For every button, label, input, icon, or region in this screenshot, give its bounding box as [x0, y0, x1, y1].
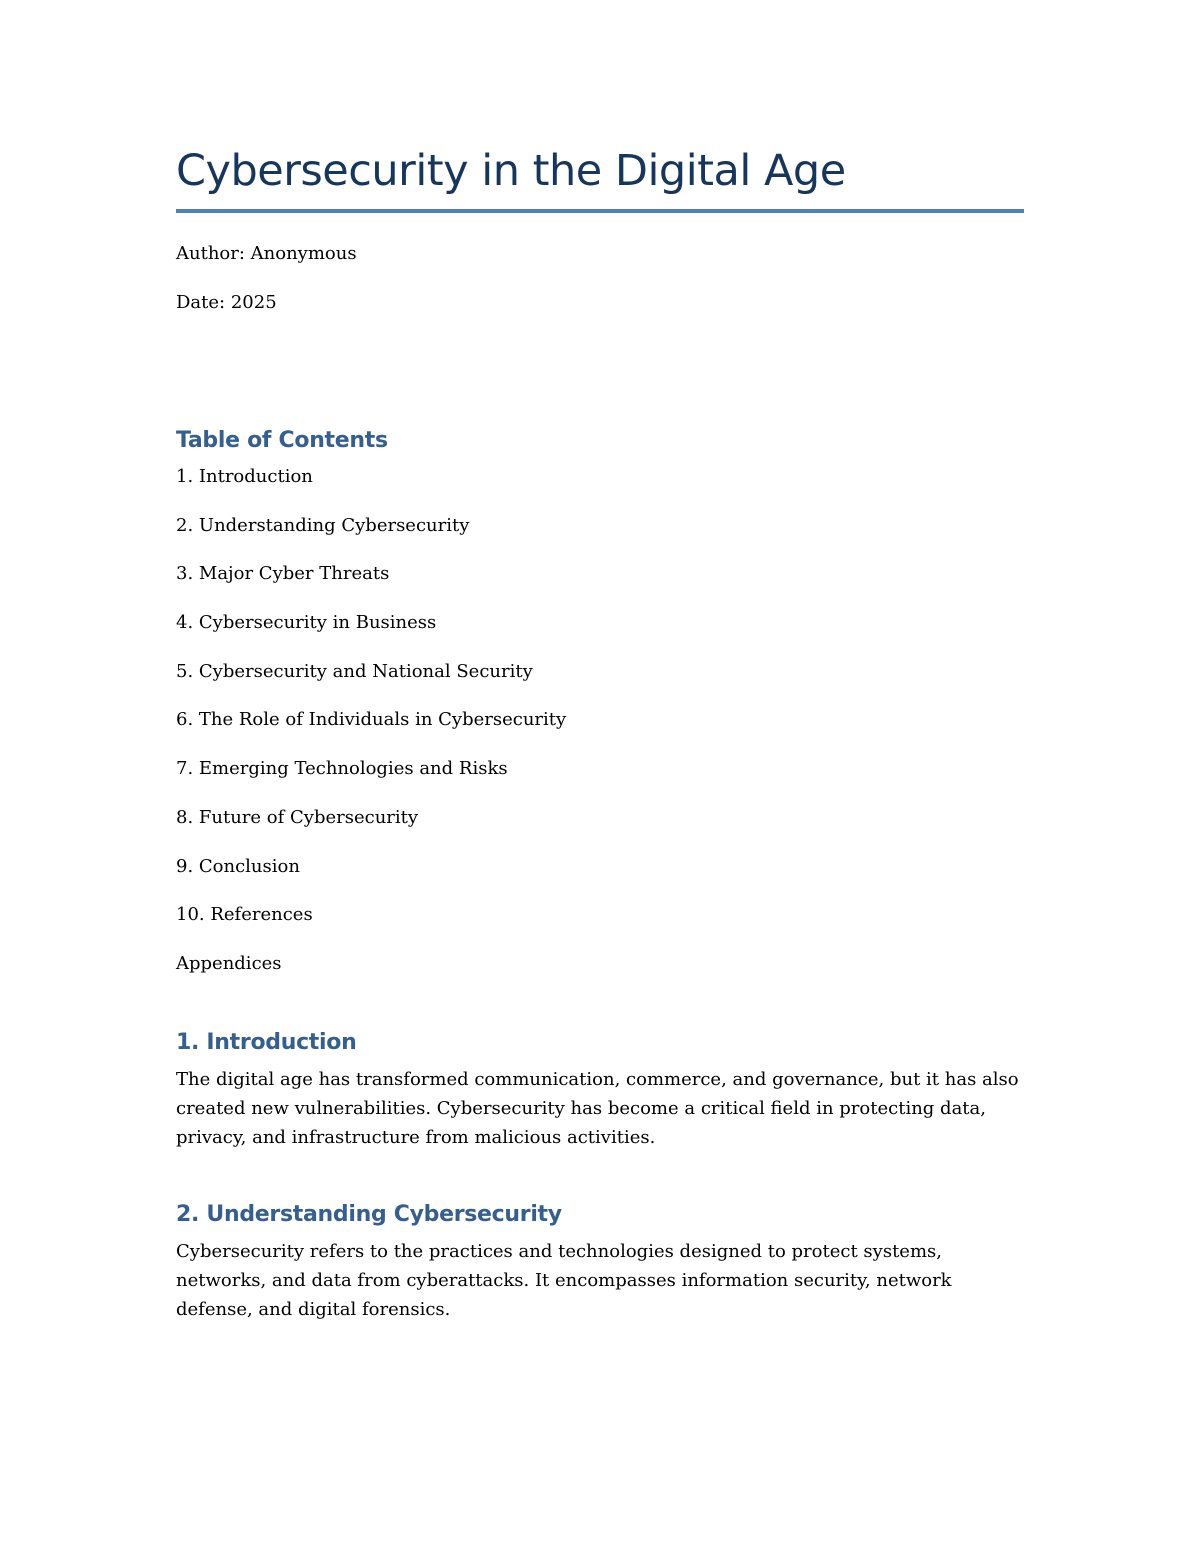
toc-item: 1. Introduction — [176, 466, 313, 487]
toc-item: 10. References — [176, 904, 313, 926]
toc-item: 9. Conclusion — [176, 855, 300, 877]
title-underline — [176, 209, 1024, 213]
section-body-introduction: The digital age has transformed communication, commerce, and governance, but it has also created new vulnerabilities. Cybersecurity has become a critical field in protecting data, privacy, and infrastructure from malicious activities. — [176, 1069, 1019, 1148]
document-title: Cybersecurity in the Digital Age — [176, 146, 846, 196]
toc-item: 3. Major Cyber Threats — [176, 563, 390, 585]
date-line: Date: 2025 — [176, 292, 277, 313]
toc-item: 2. Understanding Cybersecurity — [176, 514, 470, 536]
toc-item: 4. Cybersecurity in Business — [176, 612, 437, 634]
toc-item: 5. Cybersecurity and National Security — [176, 660, 533, 682]
author-line: Author: Anonymous — [176, 243, 357, 264]
toc-item: Appendices — [176, 952, 282, 974]
section-heading-understanding: 2. Understanding Cybersecurity — [176, 1202, 562, 1227]
table-of-contents — [176, 463, 566, 999]
toc-item: 7. Emerging Technologies and Risks — [176, 758, 508, 780]
toc-item: 8. Future of Cybersecurity — [176, 806, 419, 828]
section-heading-introduction: 1. Introduction — [176, 1030, 357, 1055]
toc-item: 6. The Role of Individuals in Cybersecurity — [176, 709, 567, 731]
section-body-understanding: Cybersecurity refers to the practices and technologies designed to protect systems, networks, and data from cyberattacks. It encompasses information security, network defense, and digital forensics. — [176, 1241, 952, 1320]
toc-heading: Table of Contents — [176, 428, 388, 453]
